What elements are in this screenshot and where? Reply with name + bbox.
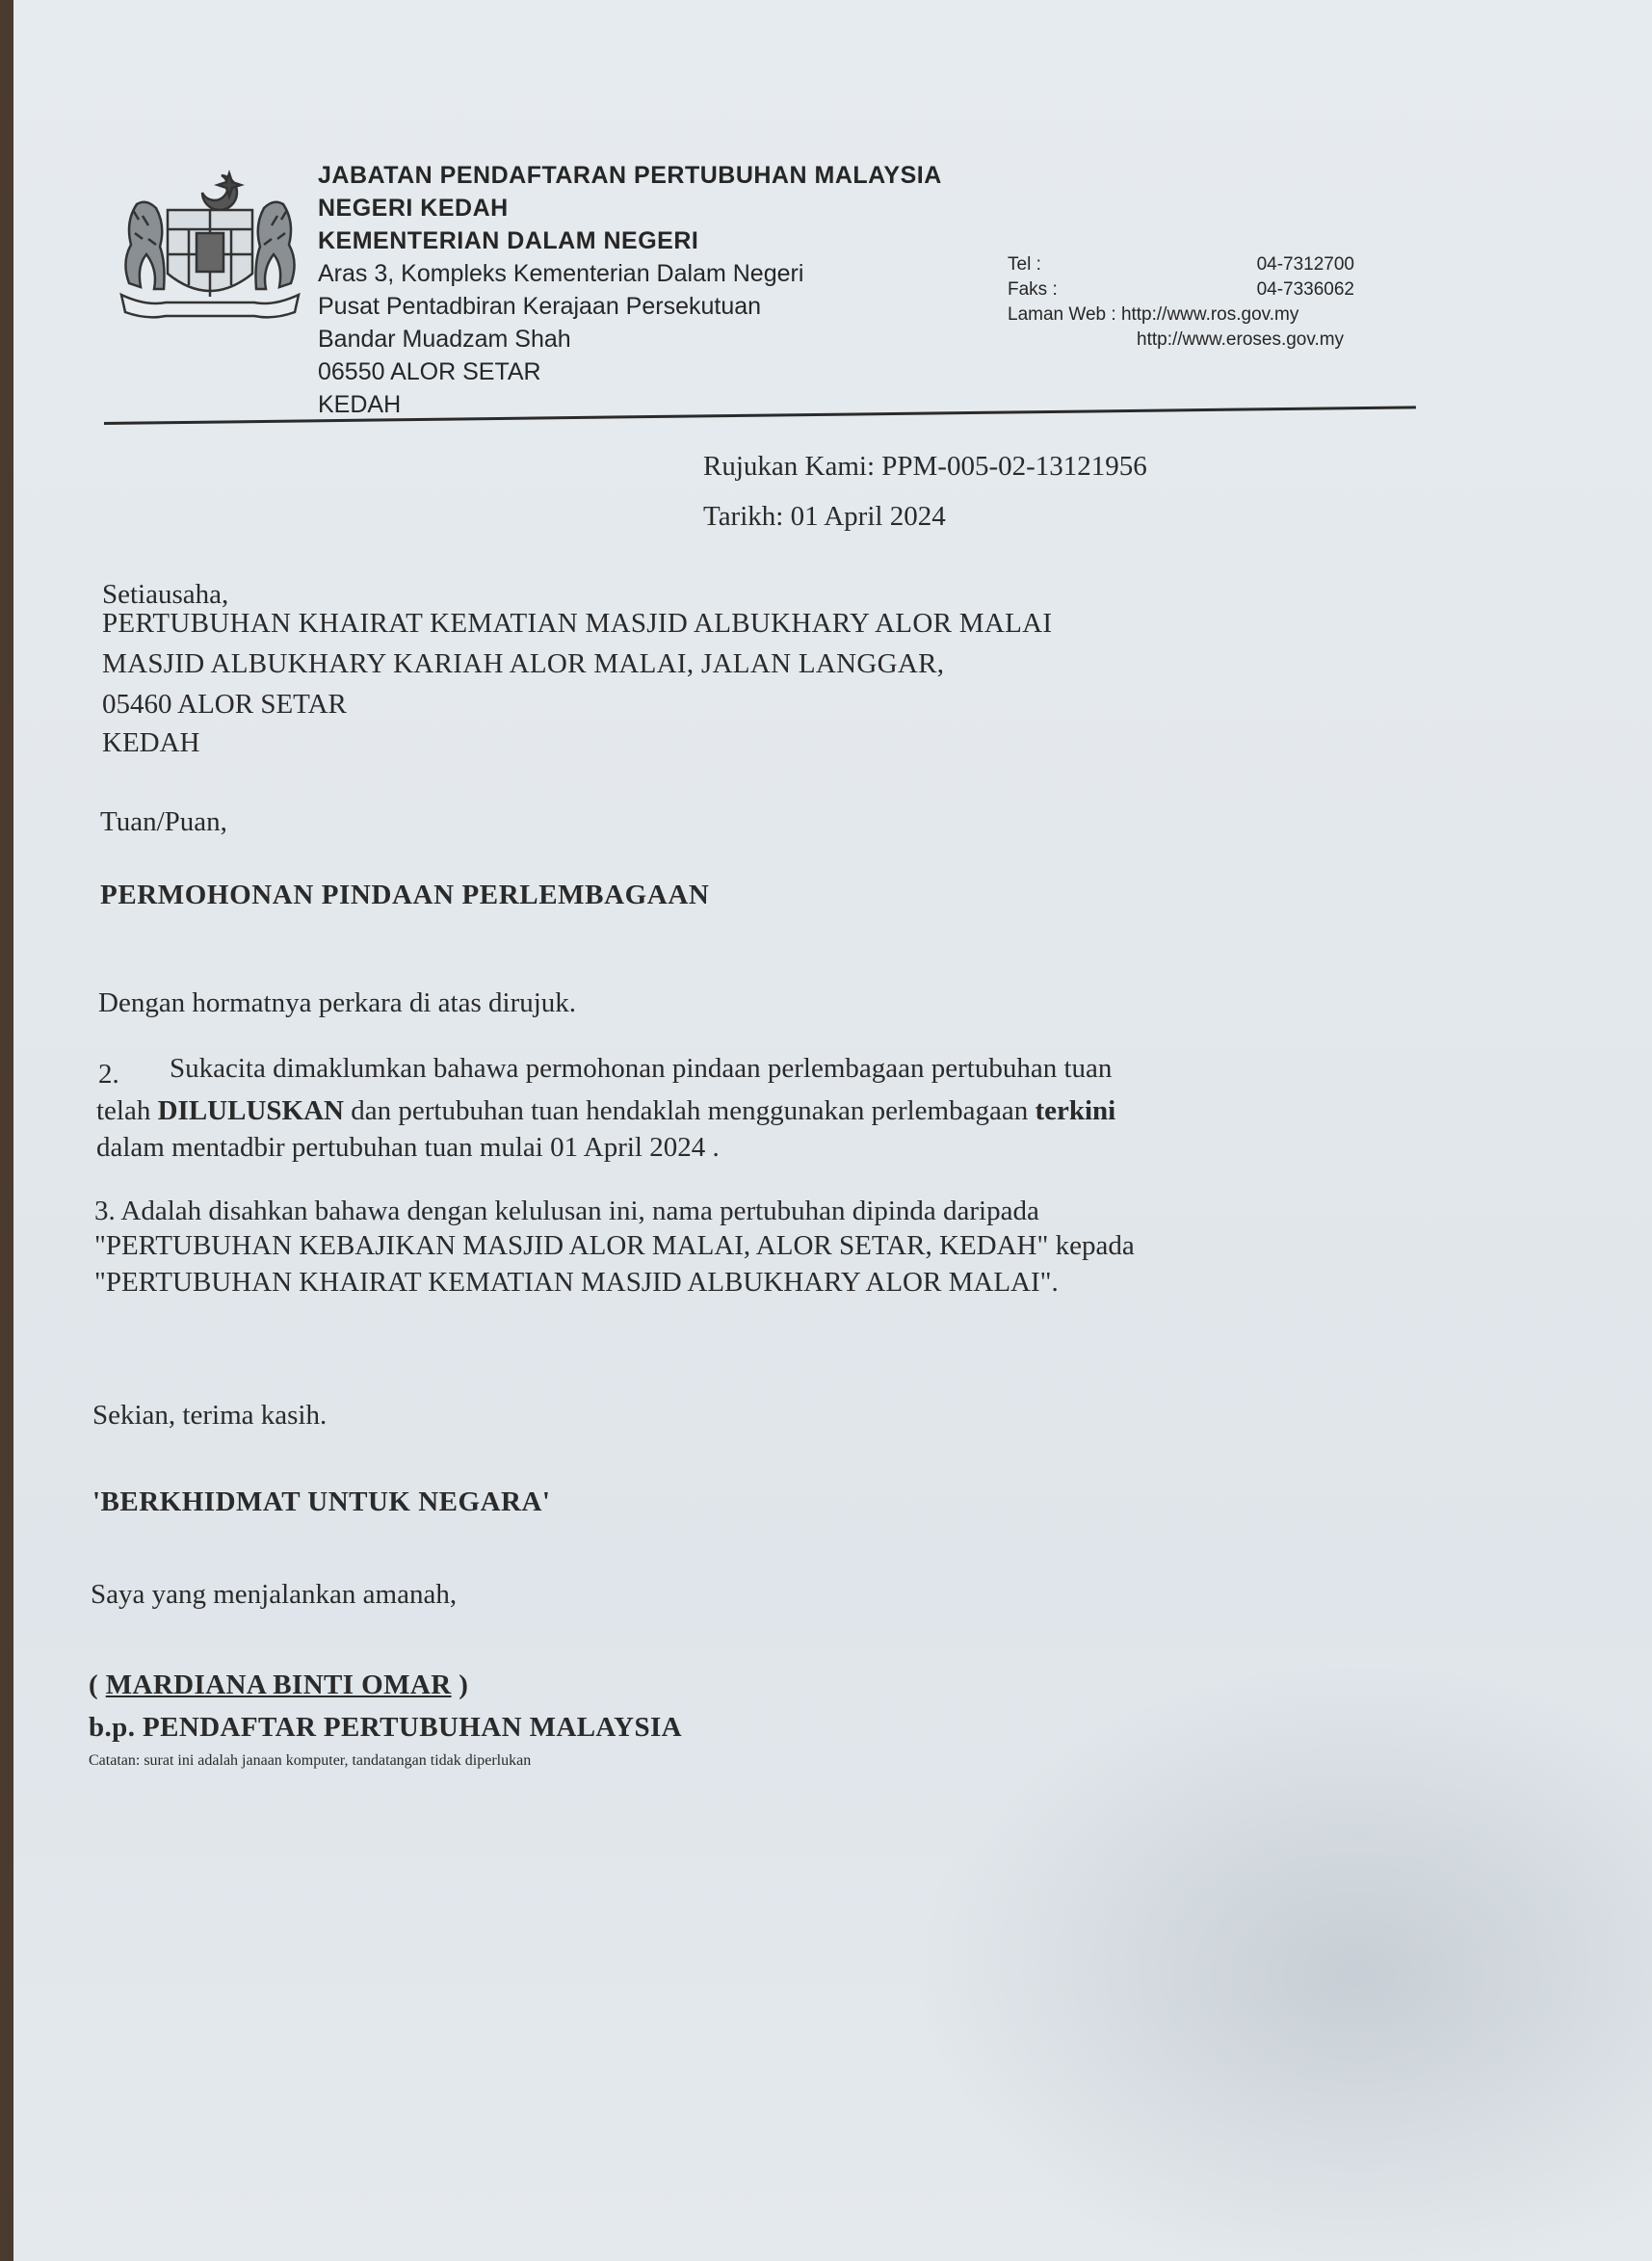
tel-label: Tel : bbox=[1008, 254, 1041, 275]
web-label: Laman Web : bbox=[1008, 304, 1116, 325]
address-line: KEDAH bbox=[318, 391, 402, 418]
trust-line: Saya yang menjalankan amanah, bbox=[91, 1579, 458, 1610]
recipient-address-line: 05460 ALOR SETAR bbox=[102, 689, 347, 720]
text-emphasis: terkini bbox=[1035, 1095, 1116, 1126]
agency-header bbox=[318, 159, 942, 421]
letter-date: Tarikh: 01 April 2024 bbox=[703, 501, 946, 532]
fax-label: Faks : bbox=[1008, 279, 1058, 300]
address-line: 06550 ALOR SETAR bbox=[318, 358, 541, 385]
ministry-name: KEMENTERIAN DALAM NEGERI bbox=[318, 227, 699, 254]
motto: 'BERKHIDMAT UNTUK NEGARA' bbox=[92, 1486, 551, 1517]
agency-state: NEGERI KEDAH bbox=[318, 195, 509, 222]
address-line: Aras 3, Kompleks Kementerian Dalam Negeri bbox=[318, 260, 804, 287]
approval-status: DILULUSKAN bbox=[157, 1095, 344, 1126]
paragraph-2-line bbox=[96, 1092, 1115, 1129]
signatory-name: MARDIANA BINTI OMAR bbox=[105, 1669, 452, 1700]
closing: Sekian, terima kasih. bbox=[92, 1400, 328, 1431]
recipient-organisation: PERTUBUHAN KHAIRAT KEMATIAN MASJID ALBUKHARY ALOR MALAI bbox=[102, 608, 1053, 639]
text-run: ) bbox=[451, 1669, 469, 1700]
recipient-address-line: MASJID ALBUKHARY KARIAH ALOR MALAI, JALAN LANGGAR, bbox=[102, 648, 945, 679]
recipient-title: Setiausaha, bbox=[102, 579, 229, 610]
tel-row bbox=[1008, 252, 1354, 277]
web-link: http://www.ros.gov.my bbox=[1120, 304, 1299, 325]
paper-shadow bbox=[880, 1638, 1652, 2261]
agency-name: JABATAN PENDAFTARAN PERTUBUHAN MALAYSIA bbox=[318, 162, 942, 189]
paragraph-3-line: 3. Adalah disahkan bahawa dengan kelulusan ini, nama pertubuhan dipinda daripada bbox=[94, 1196, 1039, 1226]
address-line: Pusat Pentadbiran Kerajaan Persekutuan bbox=[318, 293, 762, 320]
paragraph-1: Dengan hormatnya perkara di atas dirujuk. bbox=[98, 987, 577, 1018]
tel-value: 04-7312700 bbox=[1256, 254, 1354, 275]
paragraph-2-line: dalam mentadbir pertubuhan tuan mulai 01 April 2024 . bbox=[96, 1132, 720, 1163]
paragraph-2-number: 2. bbox=[98, 1059, 119, 1090]
text-run: telah bbox=[96, 1095, 158, 1126]
paragraph-2-line: Sukacita dimaklumkan bahawa permohonan pindaan perlembagaan pertubuhan tuan bbox=[170, 1053, 1113, 1084]
contact-block bbox=[1008, 252, 1354, 353]
text-run: dan pertubuhan tuan hendaklah menggunakan perlembagaan bbox=[343, 1095, 1036, 1126]
signatory-title: b.p. PENDAFTAR PERTUBUHAN MALAYSIA bbox=[89, 1712, 683, 1743]
paragraph-3-line: "PERTUBUHAN KEBAJIKAN MASJID ALOR MALAI, ALOR SETAR, KEDAH" kepada bbox=[94, 1230, 1135, 1261]
web-row bbox=[1008, 302, 1354, 328]
paragraph-3-line: "PERTUBUHAN KHAIRAT KEMATIAN MASJID ALBUKHARY ALOR MALAI". bbox=[94, 1267, 1059, 1298]
recipient-address-line: KEDAH bbox=[102, 727, 200, 758]
reference-block bbox=[703, 441, 1147, 541]
greeting: Tuan/Puan, bbox=[100, 806, 227, 837]
letter-subject: PERMOHONAN PINDAAN PERLEMBAGAAN bbox=[100, 880, 710, 910]
text-run: ( bbox=[89, 1669, 106, 1700]
malaysia-coat-of-arms-icon bbox=[108, 166, 312, 328]
fax-row bbox=[1008, 277, 1354, 302]
address-line: Bandar Muadzam Shah bbox=[318, 326, 571, 353]
reference-number: Rujukan Kami: PPM-005-02-13121956 bbox=[703, 451, 1147, 482]
computer-generated-note: Catatan: surat ini adalah janaan komputer, tandatangan tidak diperlukan bbox=[89, 1752, 532, 1769]
signatory bbox=[89, 1667, 468, 1703]
web-link: http://www.eroses.gov.my bbox=[1137, 329, 1345, 350]
fax-value: 04-7336062 bbox=[1256, 279, 1354, 300]
